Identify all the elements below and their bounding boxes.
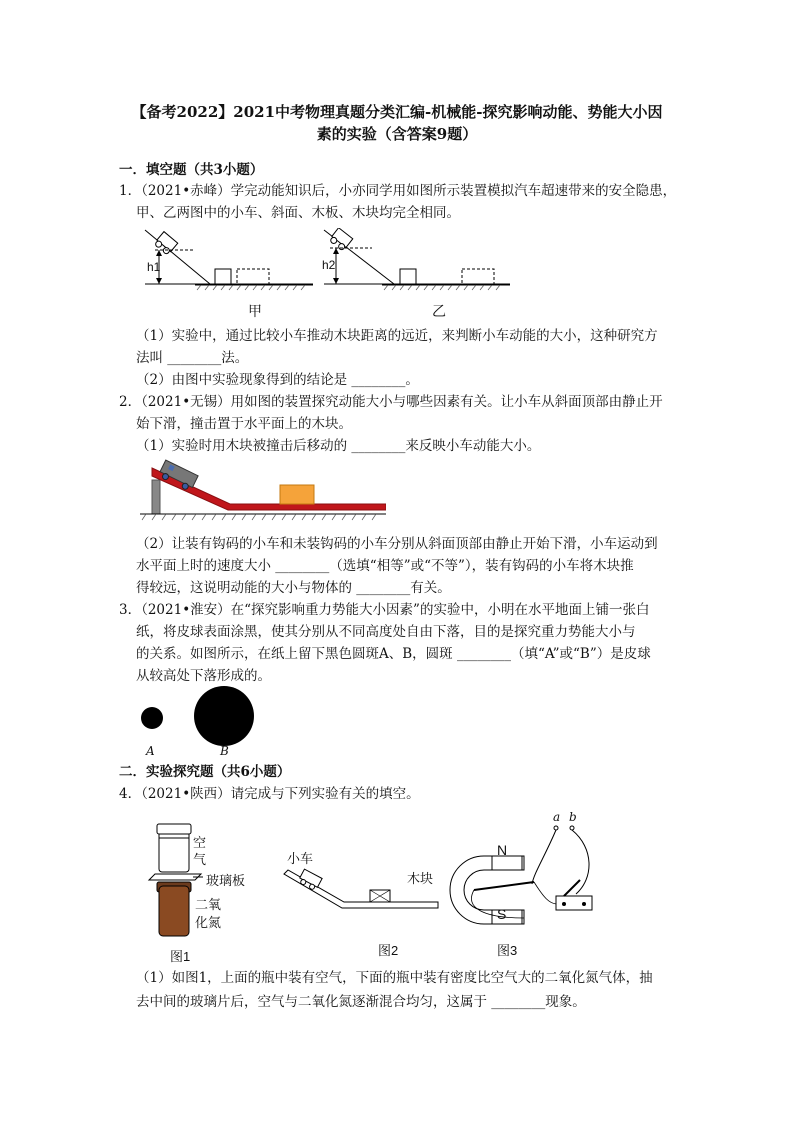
q1-figure-yi bbox=[322, 228, 512, 298]
q2-sub2-line1: （2）让装有钩码的小车和未装钩码的小车分别从斜面顶部由静止开始下滑，小车运动到 bbox=[136, 536, 658, 552]
q3-label-b: B bbox=[220, 744, 229, 758]
q3-line2: 纸，将皮球表面涂黑，使其分别从不同高度处自由下落，目的是探究重力势能大小与 bbox=[136, 624, 636, 640]
q2-sub1: （1）实验时用木块被撞击后移动的 ________来反映小车动能大小。 bbox=[136, 438, 541, 454]
q4-fig1-air1: 空 bbox=[193, 835, 207, 850]
q2-sub2-line2: 水平面上时的速度大小 ________（选填“相等”或“不等”），装有钩码的小车将木块推 bbox=[136, 558, 634, 574]
doc-title-line1: 【备考2022】2021中考物理真题分类汇编-机械能-探究影响动能、势能大小因 bbox=[131, 103, 663, 121]
q4-sub1-line2: 去中间的玻璃片后，空气与二氧化氮逐渐混合均匀，这属于 ________现象。 bbox=[136, 994, 586, 1010]
q4-fig1-caption: 图1 bbox=[170, 949, 191, 964]
q4-fig2-car: 小车 bbox=[287, 851, 314, 866]
q2-line1: 2．（2021•无锡）用如图的装置探究动能大小与哪些因素有关。让小车从斜面顶部由静止开 bbox=[119, 394, 663, 410]
q1-sub2: （2）由图中实验现象得到的结论是 ________。 bbox=[136, 372, 419, 388]
q4-fig3-south: S bbox=[497, 906, 507, 922]
q1-figure-jia bbox=[135, 228, 315, 298]
q3-spots-figure bbox=[138, 686, 258, 750]
q3-label-a: A bbox=[146, 744, 155, 758]
q4-sub1-line1: （1）如图1，上面的瓶中装有空气，下面的瓶中装有密度比空气大的二氧化氮气体，抽 bbox=[136, 970, 653, 986]
q1-line2: 甲、乙两图中的小车、斜面、木板、木块均完全相同。 bbox=[136, 205, 460, 221]
q4-fig1-air2: 气 bbox=[193, 852, 207, 867]
section2-heading: 二．实验探究题（共6小题） bbox=[119, 764, 291, 780]
q2-line2: 始下滑，撞击置于水平面上的木块。 bbox=[136, 416, 352, 432]
q3-line4: 从较高处下落形成的。 bbox=[136, 668, 271, 684]
q4-line1: 4．（2021•陕西）请完成与下列实验有关的填空。 bbox=[119, 786, 420, 802]
q4-fig1-glass: 玻璃板 bbox=[206, 873, 246, 888]
q3-line3: 的关系。如图所示，在纸上留下黑色圆斑A、B，圆斑 ________（填“A”或“B”）是皮球 bbox=[136, 646, 651, 662]
q1-caption-yi: 乙 bbox=[432, 303, 446, 319]
q4-fig2-caption: 图2 bbox=[378, 943, 399, 958]
q1-sub1-line2: 法叫 ________法。 bbox=[136, 350, 249, 366]
q4-fig3-north: N bbox=[497, 842, 508, 858]
q2-ramp-figure bbox=[140, 458, 386, 522]
q1-label-h2: h2 bbox=[322, 258, 336, 272]
q4-fig2-block: 木块 bbox=[407, 871, 434, 886]
q4-fig3-caption: 图3 bbox=[497, 943, 518, 958]
q1-label-h1: h1 bbox=[147, 260, 161, 274]
doc-title-line2: 素的实验（含答案9题） bbox=[316, 125, 478, 143]
q4-fig1-no2-1: 二氧 bbox=[195, 897, 222, 912]
q4-fig3-terminal-a: a bbox=[553, 810, 561, 824]
q3-line1: 3．（2021•淮安）在“探究影响重力势能大小因素”的实验中，小明在水平地面上铺一张白 bbox=[119, 602, 650, 618]
q1-caption-jia: 甲 bbox=[248, 303, 262, 319]
q4-fig1-no2-2: 化氮 bbox=[195, 915, 222, 930]
section1-heading: 一．填空题（共3小题） bbox=[119, 162, 264, 178]
q1-sub1-line1: （1）实验中，通过比较小车推动木块距离的远近，来判断小车动能的大小，这种研究方 bbox=[136, 328, 658, 344]
q4-fig3-magnet bbox=[444, 818, 604, 938]
q4-fig3-terminal-b: b bbox=[569, 810, 577, 824]
q1-line1: 1．（2021•赤峰）学完动能知识后，小亦同学用如图所示装置模拟汽车超速带来的安全隐患， bbox=[119, 183, 677, 199]
q2-sub2-line3: 得较远，这说明动能的大小与物体的 ________有关。 bbox=[136, 580, 451, 596]
